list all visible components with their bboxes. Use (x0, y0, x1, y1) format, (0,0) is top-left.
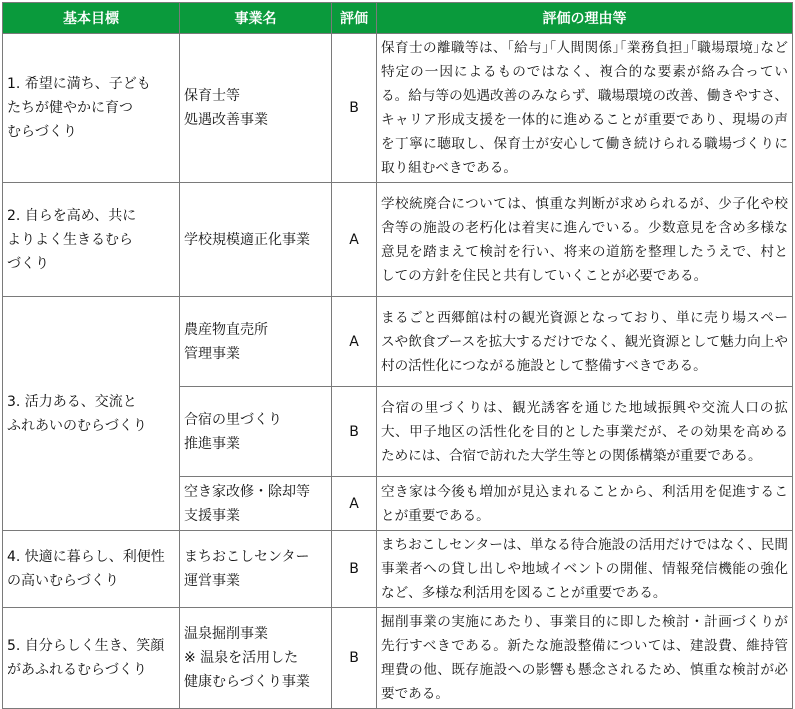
rating-cell: A (332, 183, 377, 297)
basic-goal-cell: 4. 快適に暮らし、利便性 の高いむらづくり (3, 531, 180, 608)
project-name-cell: 温泉掘削事業 ※ 温泉を活用した 健康むらづくり事業 (180, 608, 332, 709)
reason-cell: 掘削事業の実施にあたり、事業目的に即した検討・計画づくりが先行すべきである。新たな施設整備については、建設費、維持管理費の他、既存施設への影響も懸念されるため、慎重な検討が必要である。 (377, 608, 793, 709)
rating-cell: B (332, 531, 377, 608)
reason-cell: 空き家は今後も増加が見込まれることから、利活用を促進することが重要である。 (377, 477, 793, 531)
basic-goal-cell: 5. 自分らしく生き、笑顔 があふれるむらづくり (3, 608, 180, 709)
project-name-cell: まちおこしセンター 運営事業 (180, 531, 332, 608)
rating-cell: B (332, 387, 377, 477)
table-row (3, 608, 793, 709)
rating-cell: B (332, 608, 377, 709)
project-name-cell: 合宿の里づくり 推進事業 (180, 387, 332, 477)
basic-goal-cell: 2. 自らを高め、共に よりよく生きるむら づくり (3, 183, 180, 297)
header-basic-goal: 基本目標 (3, 3, 180, 34)
rating-cell: A (332, 297, 377, 387)
reason-cell: まるごと西郷館は村の観光資源となっており、単に売り場スペースや飲食ブースを拡大するだけでなく、観光資源として魅力向上や村の活性化につながる施設として整備すべきである。 (377, 297, 793, 387)
project-name-cell: 空き家改修・除却等 支援事業 (180, 477, 332, 531)
table-row (3, 297, 793, 387)
table-header-row (3, 3, 793, 34)
reason-cell: 合宿の里づくりは、観光誘客を通じた地域振興や交流人口の拡大、甲子地区の活性化を目的とした事業だが、その効果を高めるためには、合宿で訪れた大学生等との関係構築が重要である。 (377, 387, 793, 477)
reason-cell: まちおこしセンターは、単なる待合施設の活用だけではなく、民間事業者への貸し出しや地域イベントの開催、情報発信機能の強化など、多様な利活用を図ることが重要である。 (377, 531, 793, 608)
project-name-cell: 保育士等 処遇改善事業 (180, 34, 332, 183)
basic-goal-cell: 3. 活力ある、交流と ふれあいのむらづくり (3, 297, 180, 531)
rating-cell: B (332, 34, 377, 183)
table-row (3, 34, 793, 183)
project-name-cell: 農産物直売所 管理事業 (180, 297, 332, 387)
reason-cell: 保育士の離職等は、｢給与｣｢人間関係｣｢業務負担｣｢職場環境｣など特定の一因によるものではなく、複合的な要素が絡み合っている。給与等の処遇改善のみならず、職場環境の改善、働きやすさ、キャリア形成支援を一体的に進めることが重要であり、現場の声を丁寧に聴取し、保育士が安心して働き続けられる職場づくりに取り組むべきである。 (377, 34, 793, 183)
basic-goal-cell: 1. 希望に満ち、子ども たちが健やかに育つ むらづくり (3, 34, 180, 183)
header-project-name: 事業名 (180, 3, 332, 34)
header-reason: 評価の理由等 (377, 3, 793, 34)
table-row (3, 531, 793, 608)
evaluation-table (2, 2, 793, 709)
reason-cell: 学校統廃合については、慎重な判断が求められるが、少子化や校舎等の施設の老朽化は着実に進んでいる。少数意見を含め多様な意見を踏まえて検討を行い、将来の道筋を整理したうえで、村としての方針を住民と共有していくことが必要である。 (377, 183, 793, 297)
project-name-cell: 学校規模適正化事業 (180, 183, 332, 297)
header-rating: 評価 (332, 3, 377, 34)
rating-cell: A (332, 477, 377, 531)
table-row (3, 183, 793, 297)
